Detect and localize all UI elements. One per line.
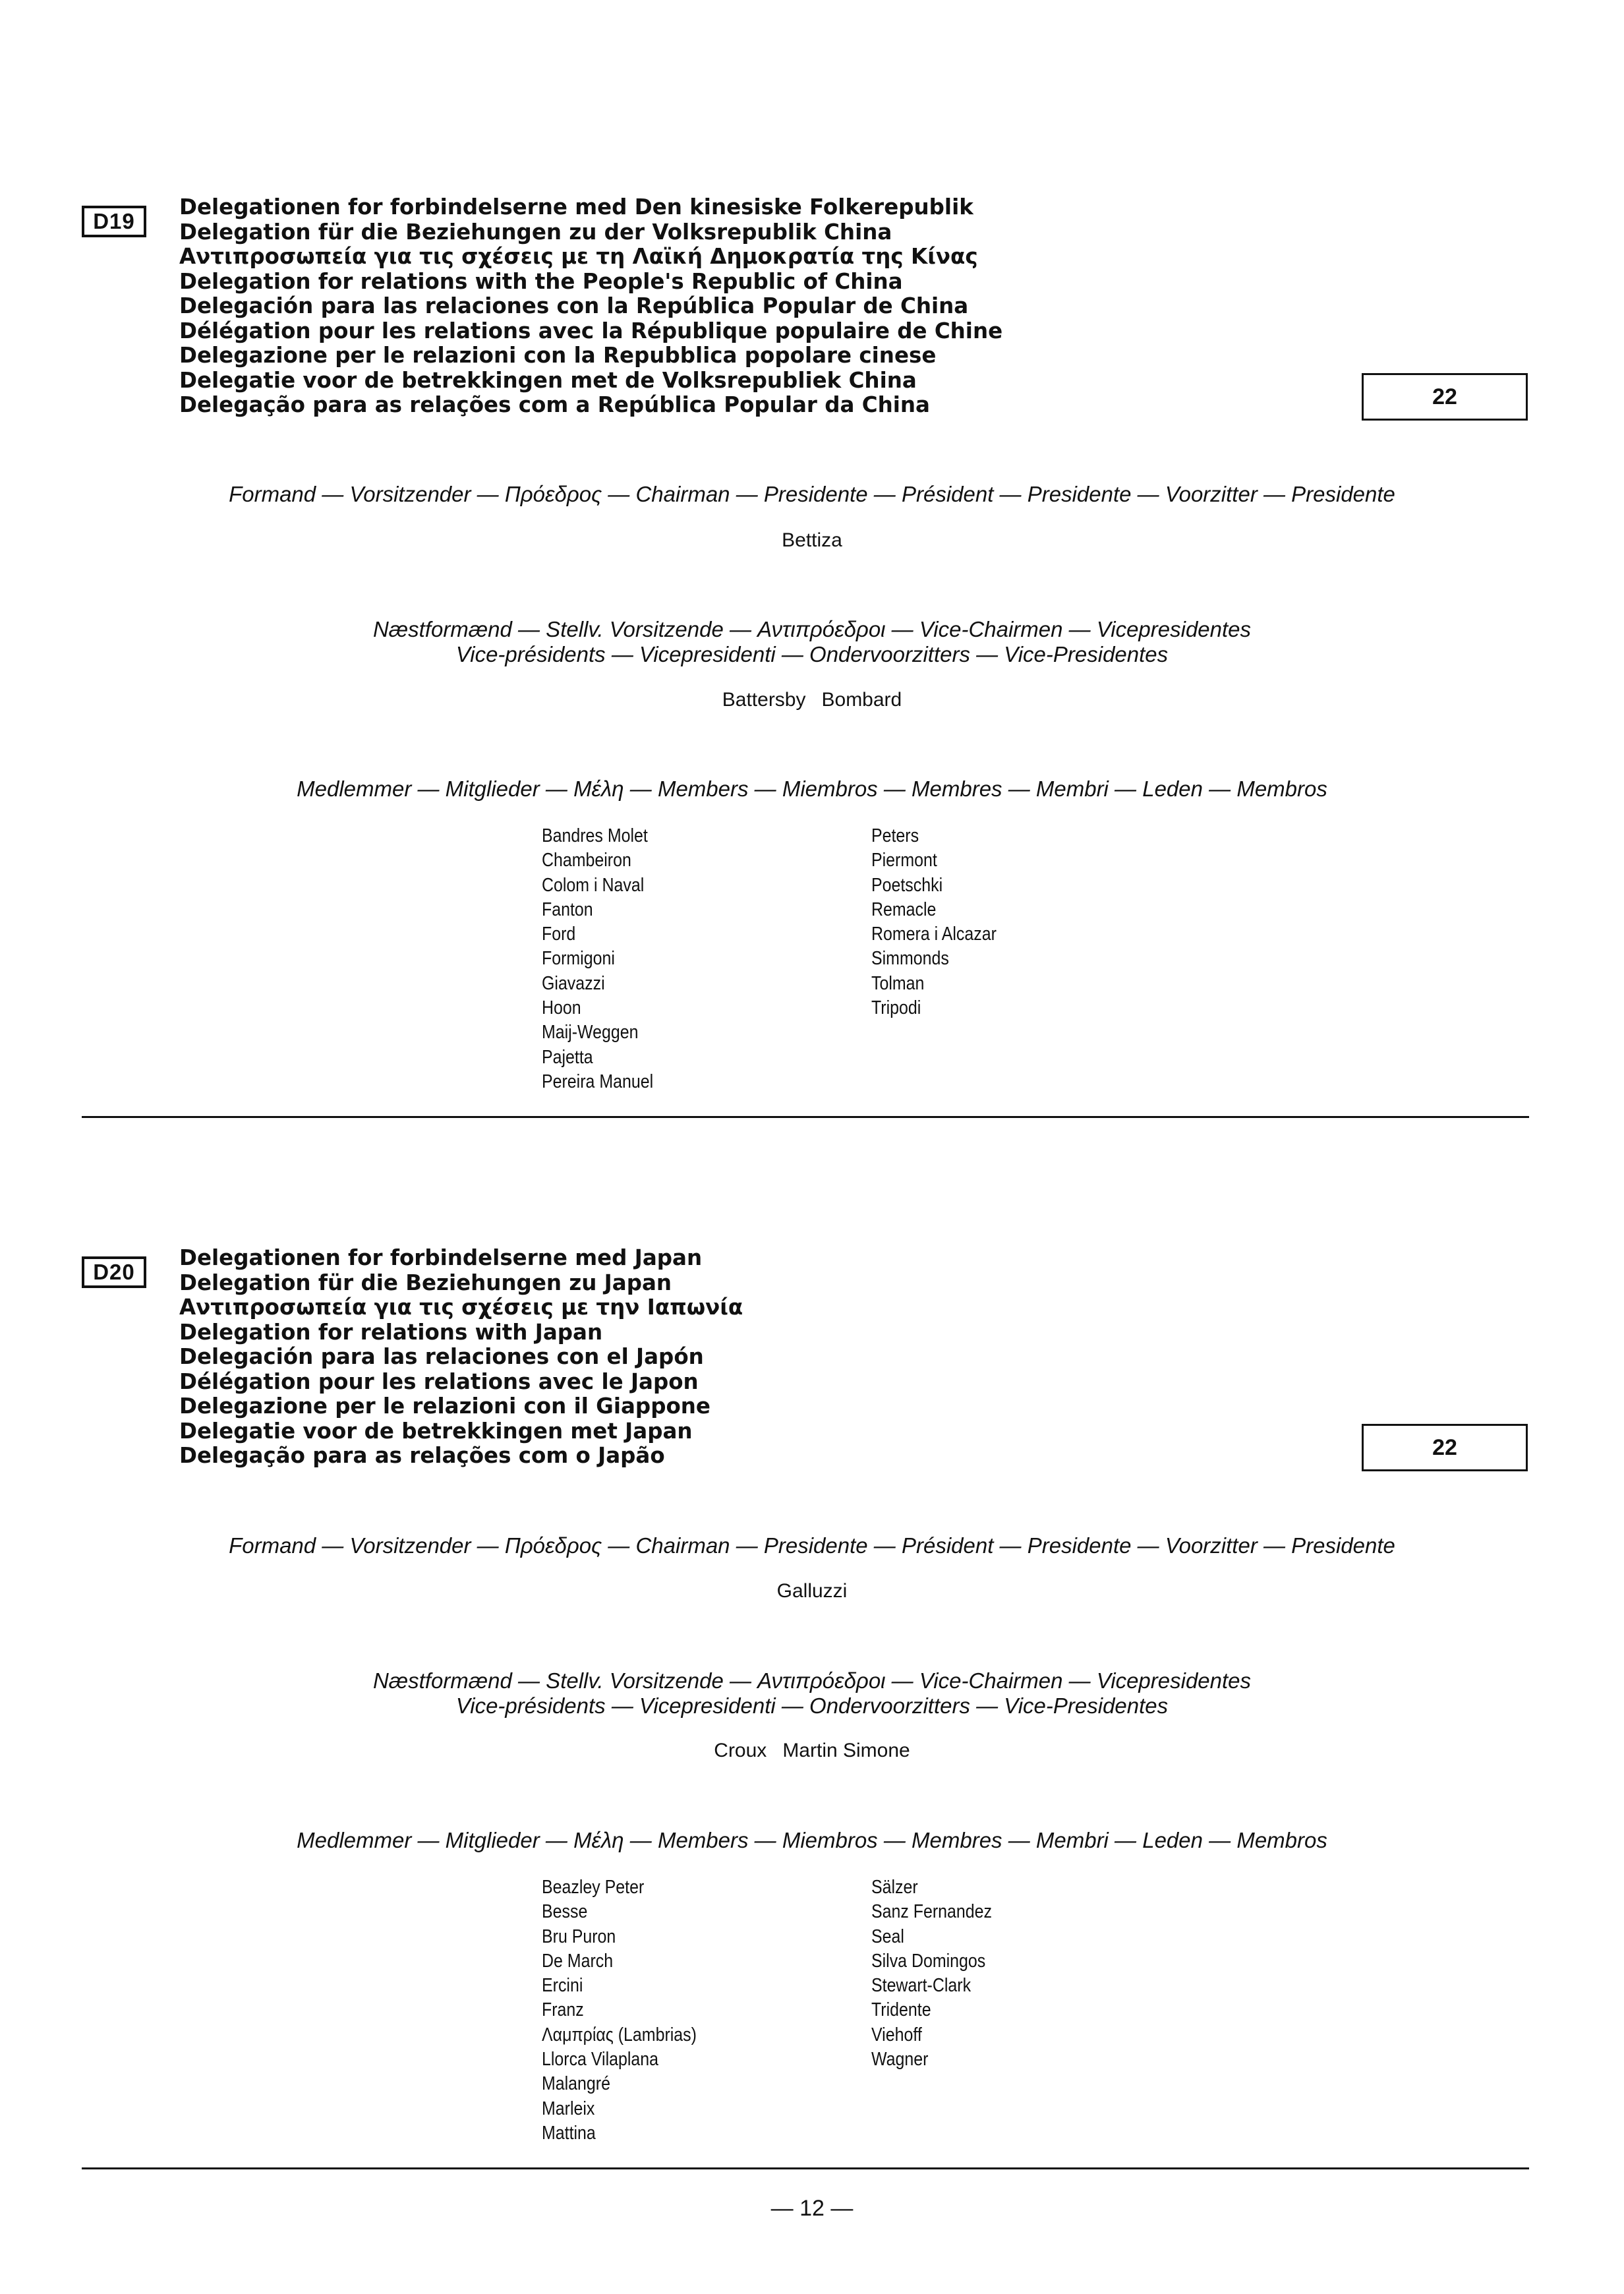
vice-chairmen-names	[0, 1739, 1624, 1763]
members-column-left	[542, 1875, 697, 2146]
vice-chairman-name: Bombard	[821, 689, 902, 711]
vice-chairmen-heading-line1: Næstformænd — Stellv. Vorsitzende — Αντιπρόεδροι — Vice-Chairmen — Vicepresidentes	[372, 1668, 1252, 1693]
member-name: Sälzer	[871, 1877, 918, 1898]
member-name: Tridente	[871, 1999, 931, 2021]
member-name: Marleix	[542, 2098, 595, 2119]
member-count-box	[1362, 373, 1528, 421]
chairman-heading: Formand — Vorsitzender — Πρόεδρος — Chairman — Presidente — Président — Presidente — Voorzitter — Presidente	[229, 1533, 1395, 1558]
members-heading: Medlemmer — Mitglieder — Μέλη — Members — Miembros — Membres — Membri — Leden — Membros	[297, 777, 1327, 801]
title-nl: Delegatie voor de betrekkingen met Japan	[179, 1418, 693, 1444]
member-name: Pajetta	[542, 1046, 593, 1068]
title-el: Αντιπροσωπεία για τις σχέσεις με την Ιαπωνία	[179, 1295, 743, 1320]
title-de: Delegation für die Beziehungen zu Japan	[179, 1270, 672, 1295]
title-it: Delegazione per le relazioni con la Repubblica popolare cinese	[179, 343, 937, 368]
title-en: Delegation for relations with Japan	[179, 1319, 603, 1345]
delegation-titles	[179, 1246, 743, 1469]
member-name: Giavazzi	[542, 972, 605, 994]
page-number: — 12 —	[770, 2196, 854, 2221]
chairman-name: Bettiza	[782, 529, 842, 551]
delegation-code: D20	[93, 1260, 135, 1284]
member-name: Besse	[542, 1901, 588, 1923]
member-name: Λαμπρίας (Lambrias)	[542, 2024, 697, 2045]
member-name: Maij-Weggen	[542, 1022, 639, 1044]
delegation-code-badge	[82, 206, 146, 237]
member-name: Wagner	[871, 2049, 929, 2071]
member-name: Colom i Naval	[542, 874, 645, 896]
member-name: De March	[542, 1950, 614, 1972]
member-name: Seal	[871, 1926, 904, 1947]
title-en: Delegation for relations with the People's Republic of China	[179, 268, 903, 294]
member-name: Stewart-Clark	[871, 1975, 972, 1997]
delegation-code: D19	[93, 209, 135, 233]
section-divider	[82, 1116, 1529, 1118]
member-name: Fanton	[542, 898, 593, 920]
member-name: Chambeiron	[542, 850, 631, 871]
member-name: Simmonds	[871, 948, 949, 970]
member-name: Bru Puron	[542, 1926, 616, 1947]
members-column-left	[542, 824, 653, 1094]
title-pt: Delegação para as relações com o Japão	[179, 1443, 665, 1468]
title-el: Αντιπροσωπεία για τις σχέσεις με τη Λαϊκή Δημοκρατία της Κίνας	[179, 244, 978, 269]
member-name: Ford	[542, 924, 576, 945]
title-it: Delegazione per le relazioni con il Giappone	[179, 1394, 710, 1419]
member-name: Mattina	[542, 2122, 596, 2144]
delegation-code-badge	[82, 1256, 146, 1288]
member-name: Tolman	[871, 972, 925, 994]
vice-chairman-name: Battersby	[722, 689, 806, 711]
member-name: Sanz Fernandez	[871, 1901, 993, 1923]
title-da: Delegationen for forbindelserne med Den kinesiske Folkerepublik	[179, 194, 973, 220]
member-name: Romera i Alcazar	[871, 924, 997, 945]
delegation-titles	[179, 195, 1002, 418]
vice-chairmen-heading-line2: Vice-présidents — Vicepresidenti — Ondervoorzitters — Vice-Presidentes	[455, 1693, 1169, 1718]
member-name: Malangré	[542, 2073, 610, 2095]
member-name: Peters	[871, 825, 919, 846]
title-da: Delegationen for forbindelserne med Japan	[179, 1245, 703, 1270]
member-name: Formigoni	[542, 948, 615, 970]
member-name: Ercini	[542, 1975, 583, 1997]
member-count-box	[1362, 1424, 1528, 1471]
chairman-heading: Formand — Vorsitzender — Πρόεδρος — Chairman — Presidente — Président — Presidente — Voorzitter — Presidente	[229, 482, 1395, 506]
title-de: Delegation für die Beziehungen zu der Volksrepublik China	[179, 219, 892, 245]
title-fr: Délégation pour les relations avec le Japon	[179, 1368, 699, 1394]
vice-chairmen-heading-line1: Næstformænd — Stellv. Vorsitzende — Αντιπρόεδροι — Vice-Chairmen — Vicepresidentes	[372, 617, 1252, 641]
member-count: 22	[1432, 1434, 1457, 1460]
section-divider	[82, 2167, 1529, 2169]
member-name: Remacle	[871, 898, 937, 920]
vice-chairmen-names	[0, 688, 1624, 712]
chairman-name: Galluzzi	[776, 1580, 848, 1602]
member-count: 22	[1432, 384, 1457, 409]
title-nl: Delegatie voor de betrekkingen met de Volksrepubliek China	[179, 367, 917, 393]
member-name: Pereira Manuel	[542, 1071, 654, 1092]
member-name: Viehoff	[871, 2024, 922, 2045]
members-column-right	[871, 824, 997, 1020]
member-name: Bandres Molet	[542, 825, 648, 846]
member-name: Franz	[542, 1999, 584, 2021]
member-name: Poetschki	[871, 874, 943, 896]
members-column-right	[871, 1875, 992, 2072]
vice-chairmen-heading-line2: Vice-présidents — Vicepresidenti — Ondervoorzitters — Vice-Presidentes	[455, 642, 1169, 666]
vice-chairman-name: Croux	[714, 1740, 767, 1761]
title-es: Delegación para las relaciones con el Japón	[179, 1344, 704, 1369]
member-name: Hoon	[542, 997, 581, 1019]
member-name: Silva Domingos	[871, 1950, 986, 1972]
title-es: Delegación para las relaciones con la República Popular de China	[179, 293, 969, 318]
vice-chairman-name: Martin Simone	[782, 1740, 910, 1761]
member-name: Tripodi	[871, 997, 921, 1019]
member-name: Llorca Vilaplana	[542, 2049, 659, 2071]
title-fr: Délégation pour les relations avec la République populaire de Chine	[179, 318, 1003, 343]
title-pt: Delegação para as relações com a República Popular da China	[179, 392, 930, 417]
members-heading: Medlemmer — Mitglieder — Μέλη — Members — Miembros — Membres — Membri — Leden — Membros	[297, 1828, 1327, 1852]
member-name: Piermont	[871, 850, 937, 871]
member-name: Beazley Peter	[542, 1877, 645, 1898]
